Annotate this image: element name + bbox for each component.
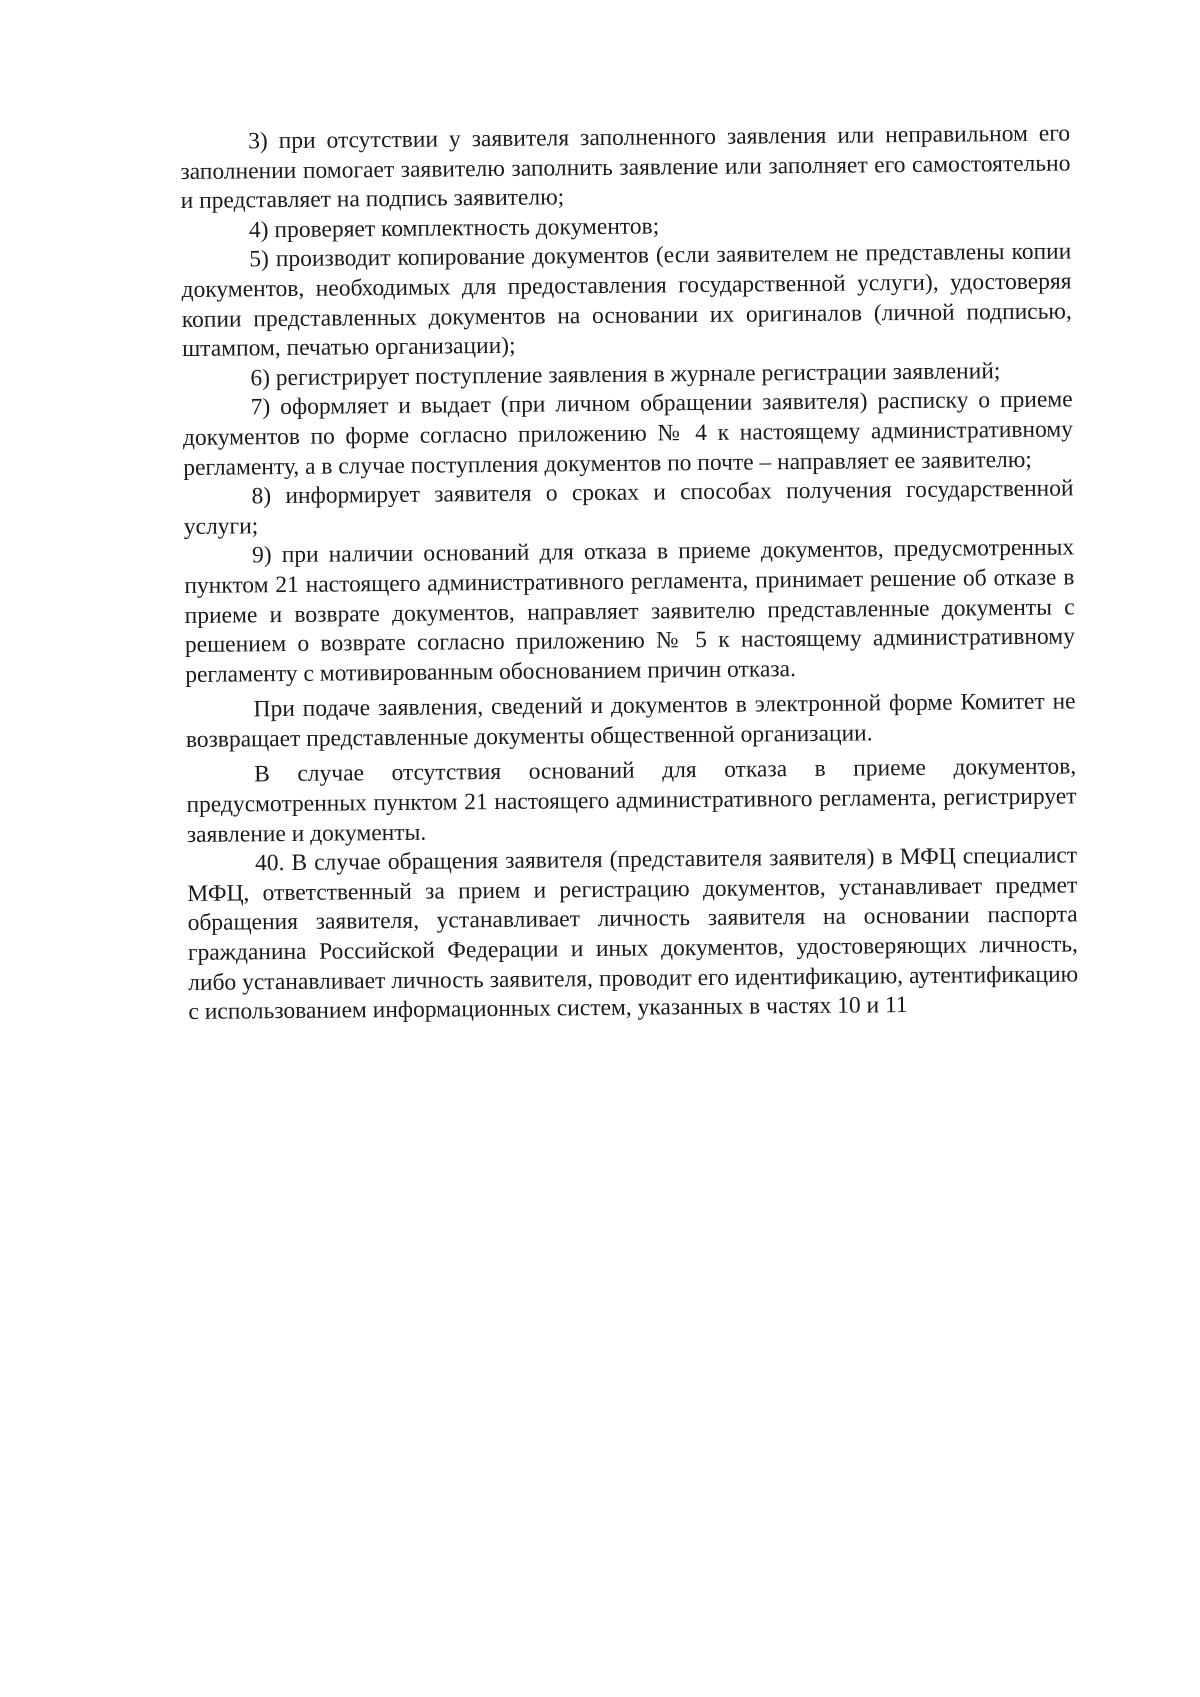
paragraph-item-4: 4) проверяет комплектность документов; [248, 213, 660, 244]
document-body [180, 119, 1079, 1027]
paragraph-item-3: 3) при отсутствии у заявителя заполненного заявления или неправильном его заполнении помогает заявителю заполнить заявление или заполняет его самостоятельно и представляет на подпись заявителю; [180, 120, 1071, 215]
paragraph-item-40: 40. В случае обращения заявителя (представителя заявителя) в МФЦ специалист МФЦ, ответственный за прием и регистрацию документов, устанавливает предмет обращения заявителя, устанавливает личность заявителя на основании паспорта гражданина Российской Федерации и иных документов, удостоверяющих личность, либо устанавливает личность заявителя, проводит его идентификацию, аутентификацию с использованием информационных систем, указанных в частях 10 и 11 [187, 842, 1079, 1026]
paragraph-item-8: 8) информирует заявителя о сроках и способах получения государственной услуги; [183, 475, 1074, 540]
paragraph-item-6: 6) регистрирует поступление заявления в журнале регистрации заявлений; [250, 357, 1001, 392]
paragraph-no-refusal: В случае отсутствия оснований для отказа в приеме документов, предусмотренных пунктом 21 настоящего административного регламента, регистрирует заявление и документы. [186, 753, 1077, 848]
paragraph-item-9: 9) при наличии оснований для отказа в приеме документов, предусмотренных пунктом 21 настоящего административного регламента, принимает решение об отказе в приеме и возврате документов, направляет заявителю представленные документы с решением о возврате согласно приложению № 5 к настоящему административному регламенту с мотивированным обоснованием причин отказа. [184, 534, 1076, 688]
paragraph-item-5: 5) производит копирование документов (если заявителем не представлены копии документов, необходимых для предоставления государственной услуги), удостоверяя копии представленных документов на основании их оригиналов (личной подписью, штампом, печатью организации); [181, 238, 1072, 363]
paragraph-electronic-form: При подаче заявления, сведений и документов в электронной форме Комитет не возвращает представленные документы общественной организации. [185, 688, 1076, 753]
paragraph-item-7: 7) оформляет и выдает (при личном обращении заявителя) расписку о приеме документов по форме согласно приложению № 4 к настоящему административному регламенту, а в случае поступления документов по почте – направляет ее заявителю; [182, 386, 1074, 481]
